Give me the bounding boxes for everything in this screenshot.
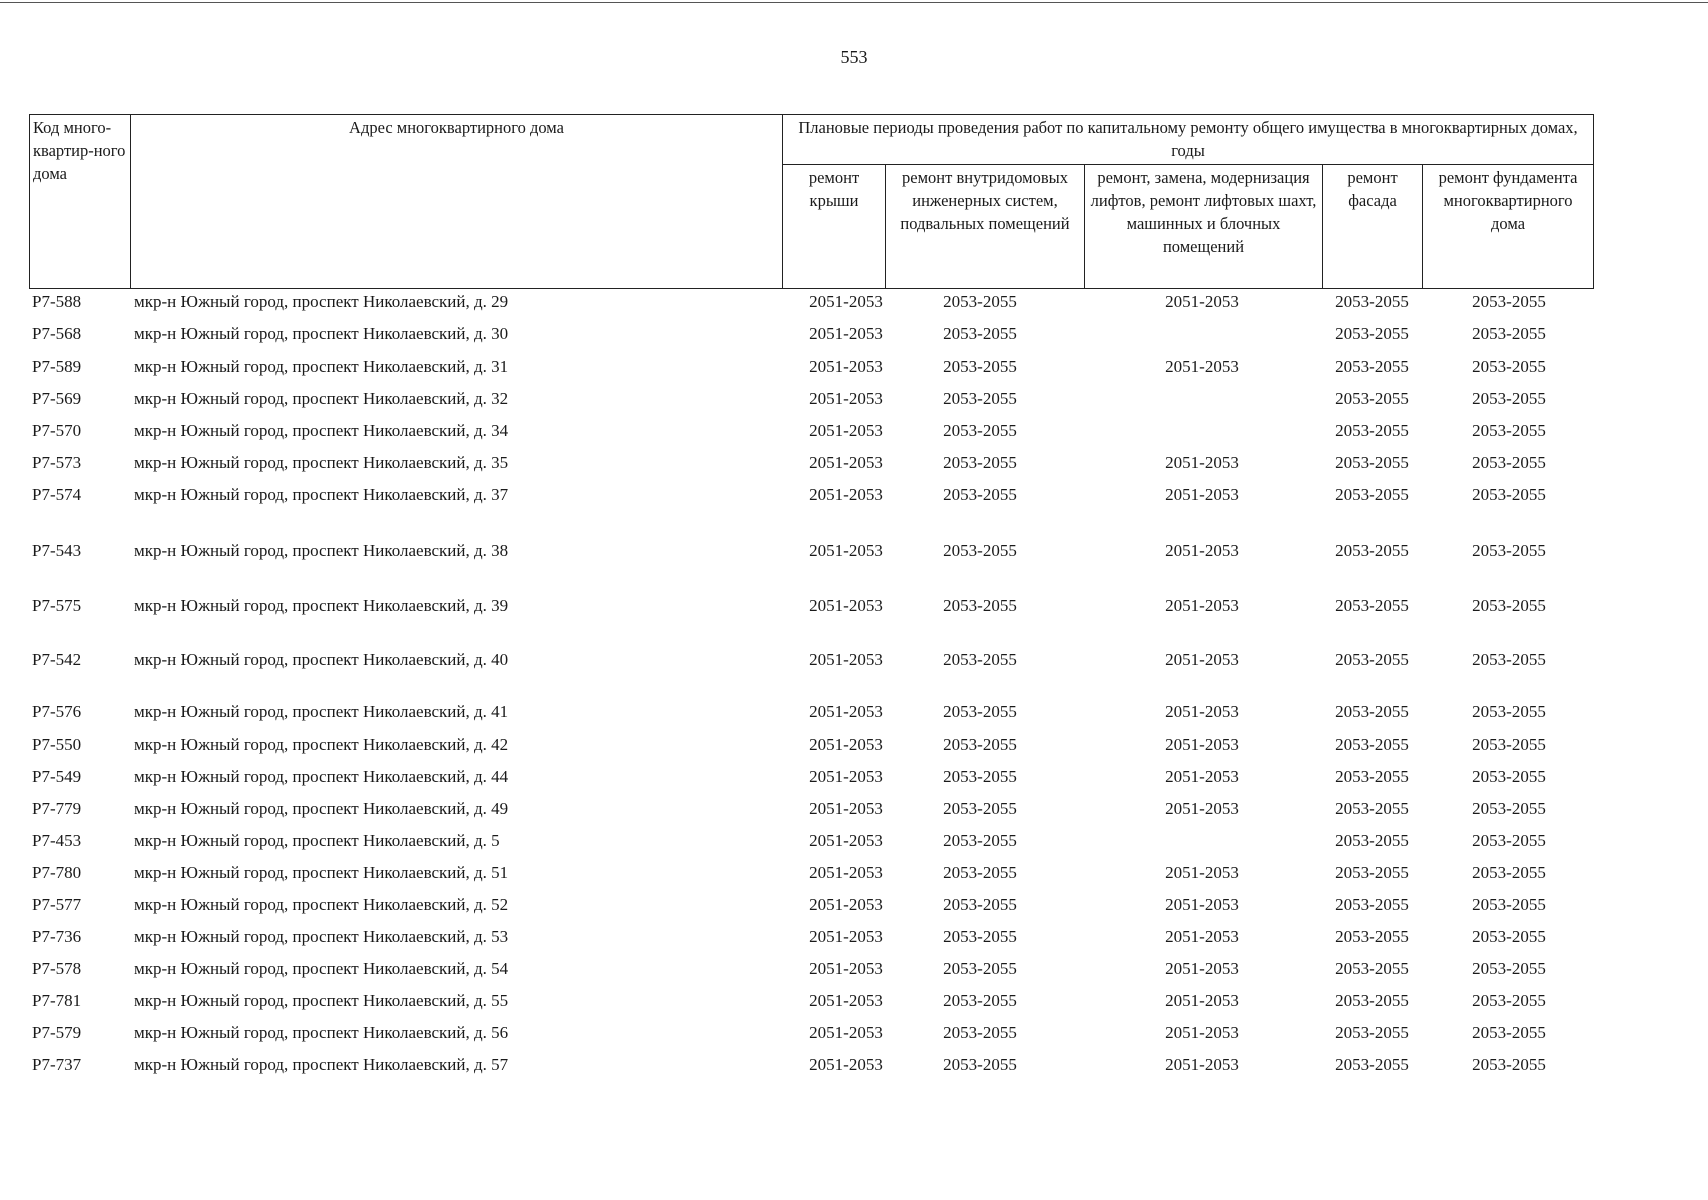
- cell-address: мкр-н Южный город, проспект Николаевский, д. 37: [134, 485, 509, 504]
- cell-elevators: 2051-2053: [1165, 596, 1239, 615]
- table-row: [29, 733, 1593, 757]
- cell-code: Р7-568: [32, 324, 82, 343]
- cell-foundation: 2053-2055: [1472, 799, 1546, 818]
- cell-roof: 2051-2053: [809, 767, 883, 786]
- cell-code: Р7-588: [32, 292, 82, 311]
- table-row: [29, 1053, 1593, 1077]
- cell-roof: 2051-2053: [809, 991, 883, 1010]
- cell-facade: 2053-2055: [1335, 292, 1409, 311]
- cell-roof: 2051-2053: [809, 357, 883, 376]
- table-row: [29, 387, 1593, 411]
- cell-code: Р7-579: [32, 1023, 82, 1042]
- cell-facade: 2053-2055: [1335, 357, 1409, 376]
- cell-elevators: 2051-2053: [1165, 702, 1239, 721]
- cell-facade: 2053-2055: [1335, 702, 1409, 721]
- cell-elevators: 2051-2053: [1165, 453, 1239, 472]
- cell-engineering: 2053-2055: [943, 799, 1017, 818]
- cell-foundation: 2053-2055: [1472, 959, 1546, 978]
- cell-elevators: 2051-2053: [1165, 357, 1239, 376]
- cell-code: Р7-453: [32, 831, 82, 850]
- cell-foundation: 2053-2055: [1472, 863, 1546, 882]
- cell-roof: 2051-2053: [809, 831, 883, 850]
- cell-elevators: 2051-2053: [1165, 735, 1239, 754]
- cell-foundation: 2053-2055: [1472, 831, 1546, 850]
- cell-foundation: 2053-2055: [1472, 421, 1546, 440]
- cell-engineering: 2053-2055: [943, 991, 1017, 1010]
- cell-address: мкр-н Южный город, проспект Николаевский, д. 38: [134, 541, 509, 560]
- cell-foundation: 2053-2055: [1472, 927, 1546, 946]
- table-row: [29, 322, 1593, 346]
- table-row: [29, 989, 1593, 1013]
- cell-foundation: 2053-2055: [1472, 702, 1546, 721]
- cell-elevators: 2051-2053: [1165, 541, 1239, 560]
- cell-address: мкр-н Южный город, проспект Николаевский, д. 56: [134, 1023, 509, 1042]
- table-row: [29, 925, 1593, 949]
- cell-engineering: 2053-2055: [943, 292, 1017, 311]
- cell-engineering: 2053-2055: [943, 767, 1017, 786]
- cell-facade: 2053-2055: [1335, 959, 1409, 978]
- cell-facade: 2053-2055: [1335, 991, 1409, 1010]
- cell-engineering: 2053-2055: [943, 389, 1017, 408]
- cell-address: мкр-н Южный город, проспект Николаевский, д. 54: [134, 959, 509, 978]
- cell-facade: 2053-2055: [1335, 831, 1409, 850]
- header-elevators: ремонт, замена, модернизация лифтов, ремонт лифтовых шахт, машинных и блочных помещений: [1085, 165, 1323, 289]
- cell-elevators: 2051-2053: [1165, 991, 1239, 1010]
- table-header: [29, 114, 1594, 289]
- table-row: [29, 893, 1593, 917]
- cell-foundation: 2053-2055: [1472, 541, 1546, 560]
- cell-roof: 2051-2053: [809, 1055, 883, 1074]
- cell-foundation: 2053-2055: [1472, 292, 1546, 311]
- cell-facade: 2053-2055: [1335, 1055, 1409, 1074]
- cell-foundation: 2053-2055: [1472, 1023, 1546, 1042]
- page-number: 553: [840, 47, 868, 67]
- cell-foundation: 2053-2055: [1472, 650, 1546, 669]
- cell-address: мкр-н Южный город, проспект Николаевский, д. 31: [134, 357, 509, 376]
- cell-engineering: 2053-2055: [943, 959, 1017, 978]
- cell-address: мкр-н Южный город, проспект Николаевский, д. 44: [134, 767, 509, 786]
- table-row: [29, 957, 1593, 981]
- cell-roof: 2051-2053: [809, 959, 883, 978]
- cell-facade: 2053-2055: [1335, 895, 1409, 914]
- cell-facade: 2053-2055: [1335, 650, 1409, 669]
- cell-foundation: 2053-2055: [1472, 991, 1546, 1010]
- cell-facade: 2053-2055: [1335, 389, 1409, 408]
- cell-elevators: 2051-2053: [1165, 895, 1239, 914]
- cell-address: мкр-н Южный город, проспект Николаевский, д. 42: [134, 735, 509, 754]
- cell-engineering: 2053-2055: [943, 650, 1017, 669]
- cell-elevators: 2051-2053: [1165, 485, 1239, 504]
- cell-code: Р7-549: [32, 767, 82, 786]
- cell-foundation: 2053-2055: [1472, 453, 1546, 472]
- cell-facade: 2053-2055: [1335, 485, 1409, 504]
- cell-engineering: 2053-2055: [943, 357, 1017, 376]
- cell-engineering: 2053-2055: [943, 863, 1017, 882]
- header-facade: ремонт фасада: [1323, 165, 1423, 289]
- table-row: [29, 1021, 1593, 1045]
- cell-address: мкр-н Южный город, проспект Николаевский, д. 41: [134, 702, 509, 721]
- cell-address: мкр-н Южный город, проспект Николаевский, д. 53: [134, 927, 509, 946]
- cell-facade: 2053-2055: [1335, 767, 1409, 786]
- table-row: [29, 829, 1593, 853]
- cell-address: мкр-н Южный город, проспект Николаевский, д. 39: [134, 596, 509, 615]
- cell-code: Р7-575: [32, 596, 82, 615]
- cell-address: мкр-н Южный город, проспект Николаевский, д. 29: [134, 292, 509, 311]
- cell-engineering: 2053-2055: [943, 541, 1017, 560]
- cell-code: Р7-570: [32, 421, 82, 440]
- cell-facade: 2053-2055: [1335, 863, 1409, 882]
- cell-foundation: 2053-2055: [1472, 767, 1546, 786]
- cell-address: мкр-н Южный город, проспект Николаевский, д. 57: [134, 1055, 509, 1074]
- cell-engineering: 2053-2055: [943, 831, 1017, 850]
- cell-facade: 2053-2055: [1335, 324, 1409, 343]
- cell-engineering: 2053-2055: [943, 421, 1017, 440]
- cell-foundation: 2053-2055: [1472, 735, 1546, 754]
- cell-code: Р7-576: [32, 702, 82, 721]
- cell-foundation: 2053-2055: [1472, 895, 1546, 914]
- cell-address: мкр-н Южный город, проспект Николаевский, д. 40: [134, 650, 509, 669]
- table-row: [29, 483, 1593, 507]
- cell-facade: 2053-2055: [1335, 421, 1409, 440]
- cell-address: мкр-н Южный город, проспект Николаевский, д. 51: [134, 863, 509, 882]
- cell-engineering: 2053-2055: [943, 1055, 1017, 1074]
- cell-code: Р7-569: [32, 389, 82, 408]
- cell-roof: 2051-2053: [809, 453, 883, 472]
- cell-roof: 2051-2053: [809, 292, 883, 311]
- header-code: Код много-квартир-ного дома: [30, 115, 131, 289]
- cell-foundation: 2053-2055: [1472, 357, 1546, 376]
- table-row: [29, 594, 1593, 618]
- cell-facade: 2053-2055: [1335, 735, 1409, 754]
- cell-roof: 2051-2053: [809, 863, 883, 882]
- cell-code: Р7-779: [32, 799, 82, 818]
- cell-engineering: 2053-2055: [943, 735, 1017, 754]
- cell-engineering: 2053-2055: [943, 453, 1017, 472]
- cell-code: Р7-736: [32, 927, 82, 946]
- cell-code: Р7-550: [32, 735, 82, 754]
- cell-elevators: 2051-2053: [1165, 927, 1239, 946]
- top-border-line: [0, 2, 1708, 3]
- table-row: [29, 451, 1593, 475]
- header-periods: Плановые периоды проведения работ по капитальному ремонту общего имущества в многоквартирных домах, годы: [783, 115, 1594, 165]
- cell-elevators: 2051-2053: [1165, 1055, 1239, 1074]
- cell-code: Р7-574: [32, 485, 82, 504]
- cell-roof: 2051-2053: [809, 421, 883, 440]
- cell-foundation: 2053-2055: [1472, 596, 1546, 615]
- table-row: [29, 419, 1593, 443]
- cell-code: Р7-737: [32, 1055, 82, 1074]
- cell-roof: 2051-2053: [809, 389, 883, 408]
- cell-address: мкр-н Южный город, проспект Николаевский, д. 55: [134, 991, 509, 1010]
- table-row: [29, 797, 1593, 821]
- cell-code: Р7-781: [32, 991, 82, 1010]
- cell-roof: 2051-2053: [809, 927, 883, 946]
- cell-engineering: 2053-2055: [943, 895, 1017, 914]
- cell-code: Р7-573: [32, 453, 82, 472]
- cell-roof: 2051-2053: [809, 485, 883, 504]
- cell-facade: 2053-2055: [1335, 927, 1409, 946]
- cell-code: Р7-780: [32, 863, 82, 882]
- cell-roof: 2051-2053: [809, 541, 883, 560]
- table-row: [29, 648, 1593, 672]
- cell-foundation: 2053-2055: [1472, 1055, 1546, 1074]
- cell-code: Р7-578: [32, 959, 82, 978]
- cell-address: мкр-н Южный город, проспект Николаевский, д. 35: [134, 453, 509, 472]
- cell-code: Р7-542: [32, 650, 82, 669]
- header-foundation: ремонт фундамента многоквартирного дома: [1423, 165, 1594, 289]
- table-row: [29, 700, 1593, 724]
- table-row: [29, 765, 1593, 789]
- cell-engineering: 2053-2055: [943, 702, 1017, 721]
- cell-engineering: 2053-2055: [943, 596, 1017, 615]
- cell-facade: 2053-2055: [1335, 453, 1409, 472]
- header-address: Адрес многоквартирного дома: [131, 115, 783, 289]
- table-row: [29, 539, 1593, 563]
- cell-elevators: 2051-2053: [1165, 767, 1239, 786]
- cell-address: мкр-н Южный город, проспект Николаевский, д. 49: [134, 799, 509, 818]
- cell-roof: 2051-2053: [809, 702, 883, 721]
- cell-address: мкр-н Южный город, проспект Николаевский, д. 32: [134, 389, 509, 408]
- cell-facade: 2053-2055: [1335, 1023, 1409, 1042]
- cell-elevators: 2051-2053: [1165, 1023, 1239, 1042]
- cell-roof: 2051-2053: [809, 650, 883, 669]
- cell-engineering: 2053-2055: [943, 324, 1017, 343]
- cell-engineering: 2053-2055: [943, 927, 1017, 946]
- cell-engineering: 2053-2055: [943, 1023, 1017, 1042]
- cell-address: мкр-н Южный город, проспект Николаевский, д. 30: [134, 324, 509, 343]
- header-roof: ремонт крыши: [783, 165, 886, 289]
- cell-elevators: 2051-2053: [1165, 292, 1239, 311]
- cell-roof: 2051-2053: [809, 596, 883, 615]
- cell-elevators: 2051-2053: [1165, 863, 1239, 882]
- cell-code: Р7-577: [32, 895, 82, 914]
- cell-roof: 2051-2053: [809, 799, 883, 818]
- table-row: [29, 290, 1593, 314]
- cell-elevators: 2051-2053: [1165, 650, 1239, 669]
- cell-roof: 2051-2053: [809, 895, 883, 914]
- table-row: [29, 355, 1593, 379]
- cell-roof: 2051-2053: [809, 735, 883, 754]
- cell-engineering: 2053-2055: [943, 485, 1017, 504]
- cell-facade: 2053-2055: [1335, 596, 1409, 615]
- cell-facade: 2053-2055: [1335, 541, 1409, 560]
- cell-foundation: 2053-2055: [1472, 389, 1546, 408]
- cell-code: Р7-589: [32, 357, 82, 376]
- cell-foundation: 2053-2055: [1472, 324, 1546, 343]
- cell-foundation: 2053-2055: [1472, 485, 1546, 504]
- table-row: [29, 861, 1593, 885]
- cell-address: мкр-н Южный город, проспект Николаевский, д. 34: [134, 421, 509, 440]
- cell-address: мкр-н Южный город, проспект Николаевский, д. 5: [134, 831, 500, 850]
- cell-facade: 2053-2055: [1335, 799, 1409, 818]
- cell-elevators: 2051-2053: [1165, 799, 1239, 818]
- cell-code: Р7-543: [32, 541, 82, 560]
- cell-elevators: 2051-2053: [1165, 959, 1239, 978]
- cell-address: мкр-н Южный город, проспект Николаевский, д. 52: [134, 895, 509, 914]
- cell-roof: 2051-2053: [809, 324, 883, 343]
- cell-roof: 2051-2053: [809, 1023, 883, 1042]
- header-engineering: ремонт внутридомовых инженерных систем, подвальных помещений: [886, 165, 1085, 289]
